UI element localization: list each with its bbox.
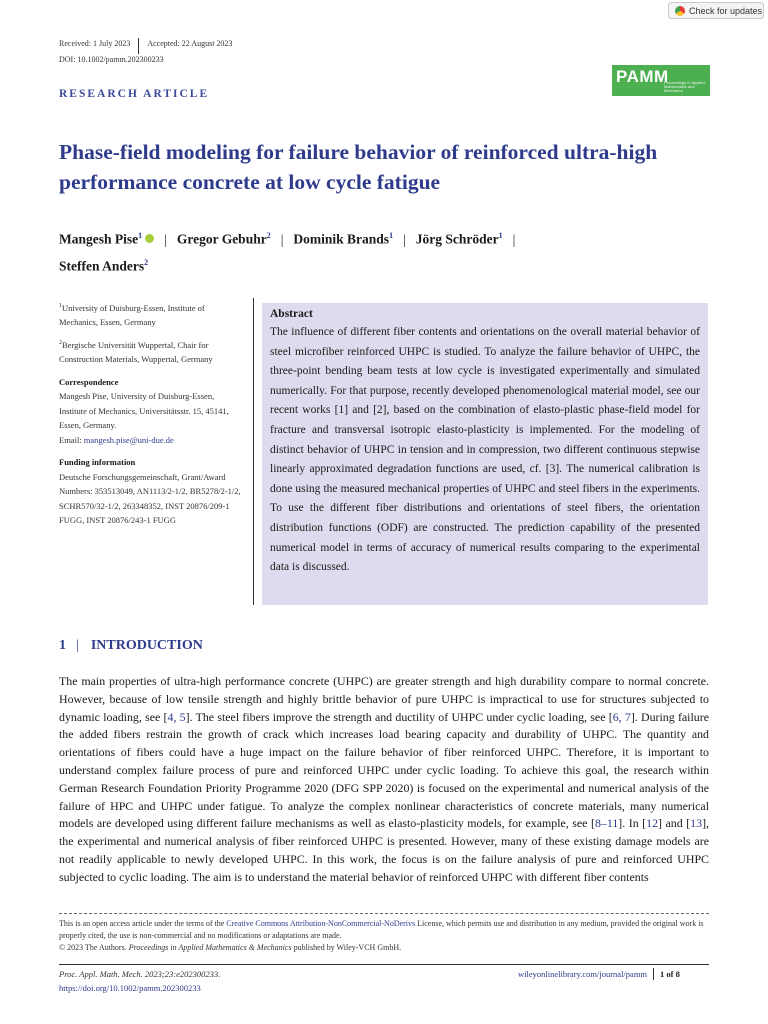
section-heading xyxy=(59,638,203,654)
correspondence-heading: Correspondence xyxy=(59,376,119,387)
doi-link[interactable]: https://doi.org/10.1002/pamm.202300233 xyxy=(59,982,201,993)
citation-link[interactable]: 12 xyxy=(646,816,659,831)
affiliation-number: 2 xyxy=(59,339,62,346)
author-name[interactable]: Steffen Anders xyxy=(59,258,145,273)
journal-name: Proceedings in Applied Mathematics & Mechanics xyxy=(128,942,292,952)
license-divider xyxy=(59,913,709,914)
divider xyxy=(138,38,139,54)
text-run: ]. In [ xyxy=(618,816,647,831)
correspondence-address: Mangesh Pise, University of Duisburg-Essen, Institute of Mechanics, Universitätsstr. 15, 45141, Essen, Germany. xyxy=(59,391,229,431)
section-title: INTRODUCTION xyxy=(90,638,203,653)
divider xyxy=(653,968,654,980)
footer-citation xyxy=(59,968,220,995)
separator: | xyxy=(512,231,516,247)
journal-logo xyxy=(612,65,710,96)
funding-text: Deutsche Forschungsgemeinschaft, Grant/Award Numbers: 353513049, AN1113/2-1/2, BR5278/2-1/2, SCHR570/32-1/2, 263348352, INST 20876/209-1 FUGG, INST 20876/243-1 FUGG xyxy=(59,471,241,526)
check-for-updates-button[interactable] xyxy=(668,2,764,19)
abstract-box xyxy=(262,303,708,605)
copyright-text: published by Wiley-VCH GmbH. xyxy=(291,942,402,952)
author-affiliation-mark: 2 xyxy=(144,257,149,267)
crossmark-icon xyxy=(675,6,685,16)
affiliation-number: 1 xyxy=(59,303,62,309)
text-run: ] and [ xyxy=(658,816,691,831)
correspondence-text xyxy=(59,389,244,447)
separator: | xyxy=(280,231,284,247)
author-affiliation-mark: 1 xyxy=(389,231,394,240)
funding-heading: Funding information xyxy=(59,457,136,468)
author-name[interactable]: Jörg Schröder xyxy=(415,231,499,247)
doi: DOI: 10.1002/pamm.202300233 xyxy=(59,55,164,64)
text-run: ], the experimental and numerical analysis of fiber reinforced UHPC is presented. However, many of these existing damage models are not readily applicable to newly developed UHPC. In this work, the focus is on the failure analysis of pure and reinforced UHPC subjected to cyclic loading. The aim is to understand the material behavior of reinforced UHPC with different fiber contents xyxy=(59,816,709,884)
text-run: The main properties of ultra-high performance concrete (UHPC) are greater strength and high durability compare to normal concrete. However, because of low tensile strength and highly brittle behavior of pure UHPC is impractical to use for structures subjected to dynamic loading, see [ xyxy=(59,674,709,724)
footer-right xyxy=(518,968,680,980)
affiliation-1 xyxy=(59,299,244,330)
separator: | xyxy=(403,231,406,247)
affiliation-2 xyxy=(59,336,244,367)
abstract-text: The influence of different fiber contents and orientations on the overall material behavior of steel microfiber reinforced UHPC is studied. To analyze the failure behavior of UHPC, the three-point bending beam tests at low cycle is investigated experimentally and simulated numerically. For that purpose, recently developed phenomenological material model, see our recent works [1] and [2], based on the combination of elasto-plastic phase-field model for fracture and transversal isotropic elasto-plasticity is implemented. For the modeling of distinct behavior of UHPC in tension and in compression, two different continuous stepwise linearly approximated degradation functions are used, cf. [3]. The numerical calibration is done using the measured mechanical properties of UHPC and steel fibers in the experiments. To use the different fiber distributions and orientations of steel fibers, the orientation distribution functions (ODF) are constructed. The prediction capability of the presented numerical model in terms of accuracy of numerical results comparing to the experimental data is discussed. xyxy=(270,326,700,574)
article-dates xyxy=(59,35,232,51)
footer-rule xyxy=(59,964,709,965)
logo-subtitle: Proceedings in Applied Mathematics and Mechanics xyxy=(664,80,705,93)
copyright-text: © 2023 The Authors. xyxy=(59,942,129,952)
author-affiliation-mark: 2 xyxy=(266,231,271,240)
license-text: License, which permits use and distribution in any medium, provided the original work is properly cited, the use is non-commercial and no modifications or adaptations are made. xyxy=(59,919,704,940)
paper-title: Phase-field modeling for failure behavior of reinforced ultra-high performance concrete at low cycle fatigue xyxy=(59,140,658,194)
check-for-updates-label: Check for updates xyxy=(689,5,763,16)
citation-link[interactable]: 6, 7 xyxy=(612,709,631,724)
affiliation-sidebar xyxy=(59,299,244,534)
logo-word: PAMM xyxy=(616,67,669,86)
author-affiliation-mark: 1 xyxy=(498,231,503,240)
author-name[interactable]: Gregor Gebuhr xyxy=(176,231,267,247)
separator: | xyxy=(76,638,79,653)
author-affiliation-mark: 1 xyxy=(138,231,143,240)
license-text: This is an open access article under the terms of the xyxy=(59,919,227,928)
section-number: 1 xyxy=(59,638,66,653)
orcid-icon[interactable] xyxy=(145,234,154,243)
citation-link[interactable]: 4, 5 xyxy=(167,709,186,724)
author-name[interactable]: Dominik Brands xyxy=(293,231,390,247)
affiliation-text: Bergische Universität Wuppertal, Chair for Construction Materials, Wuppertal, Germany xyxy=(59,339,213,365)
article-type: RESEARCH ARTICLE xyxy=(59,88,210,100)
received-date: Received: 1 July 2023 xyxy=(59,38,131,48)
text-run: ]. The steel fibers improve the strength and ductility of UHPC under cyclic loading, see [ xyxy=(185,709,613,724)
text-run: ]. During failure the added fibers restrain the growth of crack which increases load bearing capacity and durability of UHPC. The quantity and orientations of fibers could have a huge impact on the failure behavior of fiber reinforced UHPC. Therefore, it is important to understand complex failure process of pure and reinforced UHPC under cyclic loading. To achieve this goal, the research within German Research Foundation Priority Programme 2020 (DFG SPP 2020) is focused on the experimental and numerical analysis of the failure of HPC and UHPC under fatigue. To analyze the complex nonlinear characteristics of concrete materials, many numerical models are developed using different failure mechanisms as well as elasto-plasticity models, for example, see [ xyxy=(59,709,709,831)
email-link[interactable]: mangesh.pise@uni-due.de xyxy=(83,434,174,445)
page-number: 1 of 8 xyxy=(660,969,680,979)
introduction-text xyxy=(59,673,709,887)
citation-text: Proc. Appl. Math. Mech. 2023;23:e202300233. xyxy=(59,969,221,979)
citation-link[interactable]: 8–11 xyxy=(594,816,619,831)
paragraph xyxy=(59,673,709,887)
author-name[interactable]: Mangesh Pise xyxy=(59,231,139,247)
separator: | xyxy=(164,231,167,247)
affiliation-text: University of Duisburg-Essen, Institute of Mechanics, Essen, Germany xyxy=(59,302,205,328)
email-label: Email: xyxy=(59,434,84,445)
license-link[interactable]: Creative Commons Attribution-NonCommercial-NoDerivs xyxy=(226,919,416,928)
journal-site-link[interactable]: wileyonlinelibrary.com/journal/pamm xyxy=(518,969,648,979)
author-list xyxy=(59,224,699,277)
citation-link[interactable]: 13 xyxy=(690,816,703,831)
license-note xyxy=(59,918,709,953)
abstract-heading: Abstract xyxy=(270,308,313,320)
accepted-date: Accepted: 22 August 2023 xyxy=(147,38,233,48)
column-divider xyxy=(253,298,254,605)
